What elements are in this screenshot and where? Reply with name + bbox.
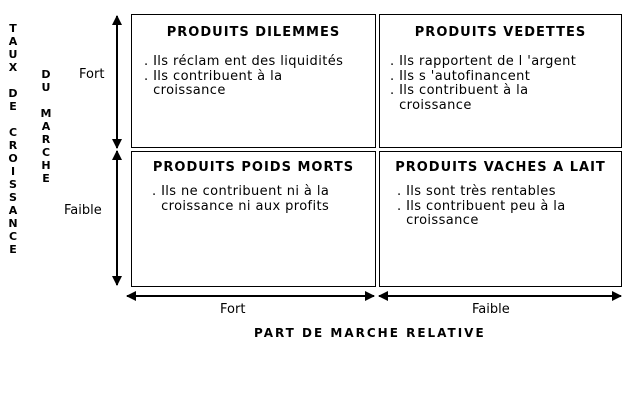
quadrant-list bbox=[152, 185, 329, 214]
x-level-high-label: Fort bbox=[220, 302, 246, 317]
quadrant-bottom-left bbox=[131, 151, 376, 287]
y-axis-title-char: X bbox=[8, 61, 18, 74]
y-axis-title-char: A bbox=[8, 35, 18, 48]
quadrant-item: . Ils réclam ent des liquidités bbox=[144, 54, 344, 69]
y-axis-title-char: C bbox=[41, 146, 51, 159]
quadrant-item: . Ils sont très rentables bbox=[397, 184, 556, 199]
y-axis-title-char: E bbox=[42, 172, 50, 185]
y-axis-title-char: S bbox=[9, 178, 17, 191]
y-axis-title-char: S bbox=[9, 191, 17, 204]
x-level-low-label: Faible bbox=[472, 302, 510, 317]
y-axis-title-char: R bbox=[41, 133, 51, 146]
y-axis-title-char: T bbox=[9, 22, 17, 35]
quadrant-item: . Ils s 'autofinancent bbox=[390, 68, 531, 84]
y-axis-title-char: D bbox=[8, 87, 18, 100]
quadrant-item: croissance bbox=[397, 213, 479, 228]
y-axis-title-char: O bbox=[8, 152, 18, 165]
x-axis-title: PART DE MARCHE RELATIVE bbox=[254, 326, 486, 340]
quadrant-list bbox=[144, 55, 343, 99]
y-axis-title-char: U bbox=[41, 81, 51, 94]
y-axis-title-char: C bbox=[8, 126, 18, 139]
quadrant-title: PRODUITS VEDETTES bbox=[414, 25, 587, 40]
y-level-high-label: Fort bbox=[79, 67, 105, 82]
y-axis-title-char: E bbox=[9, 243, 17, 256]
quadrant-top-left bbox=[131, 14, 376, 148]
quadrant-item: . Ils contribuent à la bbox=[144, 68, 283, 84]
quadrant-item: . Ils contribuent à la bbox=[390, 83, 529, 98]
quadrant-item: croissance bbox=[390, 97, 472, 113]
y-axis-title-char: C bbox=[8, 230, 18, 243]
quadrant-title: PRODUITS VACHES A LAIT bbox=[395, 160, 606, 175]
y-axis-title-char: N bbox=[8, 217, 18, 230]
quadrant-top-right bbox=[379, 14, 622, 148]
quadrant-item: . Ils rapportent de l 'argent bbox=[390, 54, 577, 69]
y-axis-title-char: I bbox=[10, 165, 16, 178]
y-axis-title-char: E bbox=[9, 100, 17, 113]
y-axis-title-char: R bbox=[8, 139, 18, 152]
y-axis-title-char: A bbox=[8, 204, 18, 217]
quadrant-item: . Ils ne contribuent ni à la bbox=[152, 184, 330, 199]
quadrant-title: PRODUITS DILEMMES bbox=[166, 25, 341, 40]
quadrant-bottom-right bbox=[379, 151, 622, 287]
quadrant-item: . Ils contribuent peu à la bbox=[397, 198, 566, 214]
y-axis-title-char: M bbox=[40, 107, 52, 120]
y-axis-title-char: H bbox=[41, 159, 51, 172]
quadrant-list bbox=[397, 185, 566, 229]
bcg-matrix bbox=[131, 14, 622, 287]
quadrant-item: croissance bbox=[144, 83, 226, 98]
y-axis-title-char: D bbox=[41, 68, 51, 81]
y-level-low-label: Faible bbox=[64, 203, 102, 218]
quadrant-list bbox=[390, 55, 576, 113]
y-axis-title-char: U bbox=[8, 48, 18, 61]
quadrant-title: PRODUITS POIDS MORTS bbox=[152, 160, 355, 175]
quadrant-item: croissance ni aux profits bbox=[152, 198, 330, 214]
y-axis-title-char: A bbox=[41, 120, 51, 133]
